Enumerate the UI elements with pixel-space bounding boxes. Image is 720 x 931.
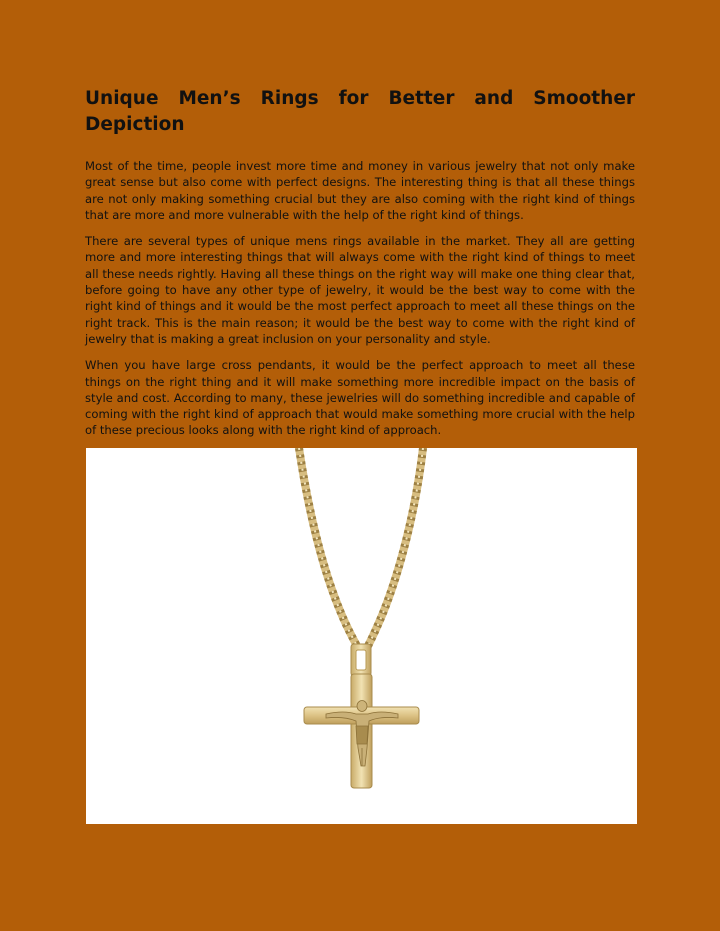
paragraph-3: When you have large cross pendants, it would be the perfect approach to meet all these things on the right thing and it will make something more incredible impact on the basis of style and cost. According to many, these jewelries will do something incredible and capable of coming with the right kind of approach that would make something more crucial with the help of these precious looks along with the right kind of approach. [85, 358, 635, 438]
crucifix-pendant-icon [86, 448, 637, 824]
article-title: Unique Men’s Rings for Better and Smoother Depiction [85, 88, 635, 135]
paragraph-2: There are several types of unique mens rings available in the market. They all are getting more and more interesting things that will always come with the right kind of things to meet all these needs rightly. Having all these things on the right way will make one thing clear that, before going to have any other type of jewelry, it would be the best way to come with the right kind of things and it would be the most perfect approach to meet all these things on the right track. This is the main reason; it would be the best way to come with the right kind of jewelry that is making a great inclusion on your personality and style. [85, 234, 635, 346]
article [85, 86, 635, 449]
crucifix-pendant-image [86, 448, 637, 824]
paragraph-1: Most of the time, people invest more time and money in various jewelry that not only make great sense but also come with perfect designs. The interesting thing is that all these things are not only making something crucial but they are also coming with the right kind of things that are more and more vulnerable with the help of the right kind of things. [85, 159, 635, 222]
